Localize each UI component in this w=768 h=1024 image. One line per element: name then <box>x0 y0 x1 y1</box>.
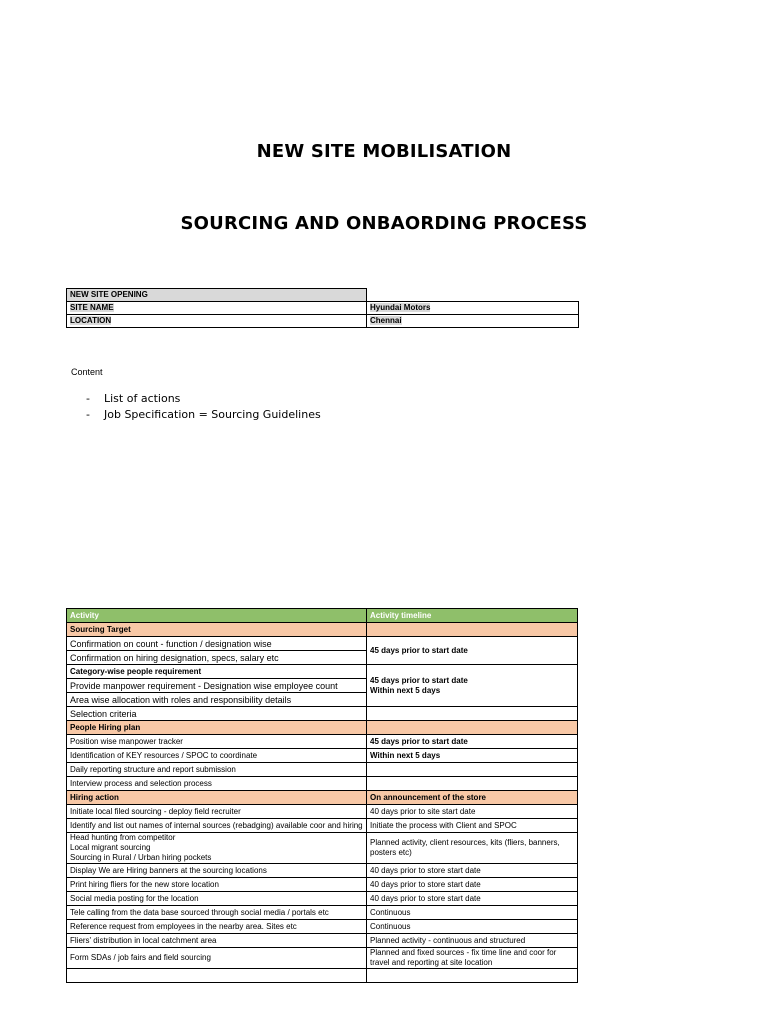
section-row-sourcing-target <box>67 623 578 637</box>
activity-cell: Category-wise people requirement <box>67 665 367 679</box>
timeline-cell: Planned and fixed sources - fix time line and coor for travel and reporting at site location <box>367 948 578 969</box>
table-row <box>67 637 578 651</box>
activity-cell: Position wise manpower tracker <box>67 735 367 749</box>
table-row <box>67 920 578 934</box>
timeline-cell: Initiate the process with Client and SPOC <box>367 819 578 833</box>
table-row <box>67 906 578 920</box>
activity-cell: Identification of KEY resources / SPOC to coordinate <box>67 749 367 763</box>
timeline-cell: Continuous <box>367 906 578 920</box>
timeline-cell: 40 days prior to store start date <box>367 878 578 892</box>
timeline-cell <box>367 707 578 721</box>
header-activity: Activity <box>67 609 367 623</box>
location-value-text: Chennai <box>370 316 402 325</box>
activity-line: Head hunting from competitor <box>70 833 176 842</box>
location-row <box>67 315 579 328</box>
site-opening-empty <box>367 289 579 302</box>
table-row <box>67 665 578 679</box>
timeline-cell: 40 days prior to store start date <box>367 864 578 878</box>
activity-cell: Selection criteria <box>67 707 367 721</box>
section-title: Hiring action <box>67 791 367 805</box>
activity-cell: Form SDAs / job fairs and field sourcing <box>67 948 367 969</box>
table-row <box>67 749 578 763</box>
activity-cell: Reference request from employees in the nearby area. Sites etc <box>67 920 367 934</box>
timeline-cell <box>367 763 578 777</box>
site-name-row <box>67 302 579 315</box>
site-name-label <box>67 302 367 315</box>
section-title: People Hiring plan <box>67 721 367 735</box>
table-row <box>67 864 578 878</box>
timeline-line: Within next 5 days <box>370 685 441 695</box>
table-row <box>67 805 578 819</box>
table-row <box>67 878 578 892</box>
activity-cell <box>67 969 367 983</box>
table-row <box>67 819 578 833</box>
table-row <box>67 735 578 749</box>
timeline-cell <box>367 665 578 707</box>
table-row <box>67 948 578 969</box>
location-value <box>367 315 579 328</box>
activity-cell: Social media posting for the location <box>67 892 367 906</box>
timeline-cell: 40 days prior to store start date <box>367 892 578 906</box>
activity-cell: Confirmation on count - function / designation wise <box>67 637 367 651</box>
timeline-cell: 45 days prior to start date <box>367 735 578 749</box>
activity-cell: Confirmation on hiring designation, specs, salary etc <box>67 651 367 665</box>
table-row <box>67 763 578 777</box>
table-row <box>67 833 578 864</box>
content-label: Content <box>71 367 103 377</box>
activity-cell: Area wise allocation with roles and responsibility details <box>67 693 367 707</box>
activity-table <box>66 608 578 983</box>
table-header-row <box>67 609 578 623</box>
header-activity-timeline: Activity timeline <box>367 609 578 623</box>
content-item-text: Job Specification = Sourcing Guidelines <box>104 408 321 421</box>
site-name-value <box>367 302 579 315</box>
content-list <box>86 391 321 423</box>
timeline-cell: Planned activity - continuous and structured <box>367 934 578 948</box>
activity-line: Sourcing in Rural / Urban hiring pockets <box>70 853 212 862</box>
content-item <box>86 407 321 423</box>
activity-cell: Interview process and selection process <box>67 777 367 791</box>
site-info-table <box>66 288 579 328</box>
content-item-text: List of actions <box>104 392 181 405</box>
site-opening-label: NEW SITE OPENING <box>67 289 367 302</box>
content-item <box>86 391 321 407</box>
document-subtitle: SOURCING AND ONBAORDING PROCESS <box>180 213 588 234</box>
table-row <box>67 777 578 791</box>
activity-cell: Daily reporting structure and report submission <box>67 763 367 777</box>
site-name-label-text: SITE NAME <box>70 303 114 312</box>
timeline-cell: 40 days prior to site start date <box>367 805 578 819</box>
timeline-cell <box>367 777 578 791</box>
dash-bullet: - <box>86 392 90 405</box>
section-title: Sourcing Target <box>67 623 367 637</box>
timeline-cell: 45 days prior to start date <box>367 637 578 665</box>
section-row-hiring-action <box>67 791 578 805</box>
table-row-empty <box>67 969 578 983</box>
activity-cell: Fliers' distribution in local catchment area <box>67 934 367 948</box>
activity-cell: Identify and list out names of internal sources (rebadging) available coor and hiring <box>67 819 367 833</box>
section-empty <box>367 721 578 735</box>
table-row <box>67 892 578 906</box>
location-label-text: LOCATION <box>70 316 112 325</box>
document-title: NEW SITE MOBILISATION <box>256 141 512 162</box>
timeline-line: 45 days prior to start date <box>370 675 468 685</box>
location-label <box>67 315 367 328</box>
section-empty <box>367 623 578 637</box>
table-row <box>67 934 578 948</box>
timeline-cell: Planned activity, client resources, kits (fliers, banners, posters etc) <box>367 833 578 864</box>
activity-cell: Print hiring fliers for the new store location <box>67 878 367 892</box>
timeline-cell <box>367 969 578 983</box>
dash-bullet: - <box>86 408 90 421</box>
activity-cell: Provide manpower requirement - Designation wise employee count <box>67 679 367 693</box>
section-row-people-hiring-plan <box>67 721 578 735</box>
timeline-cell: Continuous <box>367 920 578 934</box>
section-timeline: On announcement of the store <box>367 791 578 805</box>
site-opening-row <box>67 289 579 302</box>
activity-cell: Display We are Hiring banners at the sourcing locations <box>67 864 367 878</box>
activity-cell: Initiate local filed sourcing - deploy field recruiter <box>67 805 367 819</box>
activity-line: Local migrant sourcing <box>70 843 151 852</box>
timeline-cell: Within next 5 days <box>367 749 578 763</box>
table-row <box>67 707 578 721</box>
activity-cell <box>67 833 367 864</box>
activity-cell: Tele calling from the data base sourced through social media / portals etc <box>67 906 367 920</box>
site-name-value-text: Hyundai Motors <box>370 303 431 312</box>
